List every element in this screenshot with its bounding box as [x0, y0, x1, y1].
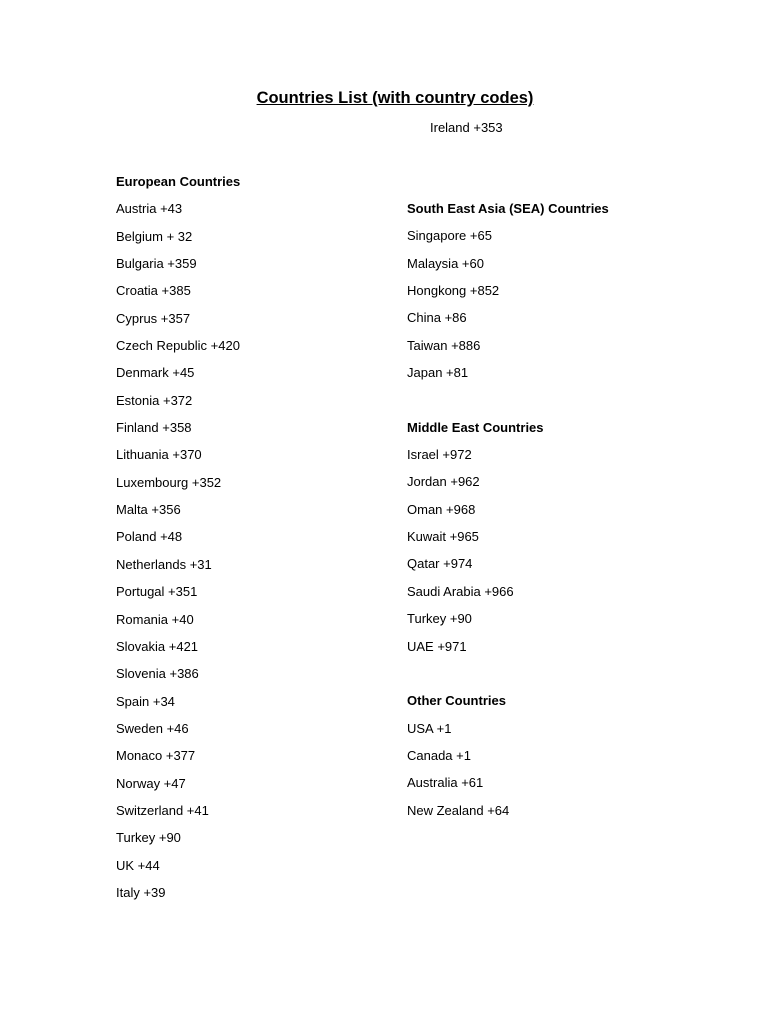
- country-code-item: New Zealand +64: [407, 802, 510, 818]
- country-code-item: Malta +356: [116, 502, 181, 518]
- country-code-item: Estonia +372: [116, 392, 193, 408]
- country-code-item: Lithuania +370: [116, 447, 202, 463]
- country-code-item: Portugal +351: [116, 584, 198, 600]
- blank-line: [407, 665, 609, 692]
- country-code-item: Oman +968: [407, 501, 476, 517]
- country-code-item: USA +1: [407, 720, 452, 736]
- country-code-item: Bulgaria +359: [116, 256, 197, 272]
- country-code-item: Romania +40: [116, 611, 194, 627]
- country-code-item: Turkey +90: [407, 611, 472, 627]
- country-code-item: Turkey +90: [116, 830, 181, 846]
- country-code-item: Belgium + 32: [116, 228, 193, 244]
- country-code-item: Israel +972: [407, 447, 472, 463]
- country-code-item: Hongkong +852: [407, 283, 500, 299]
- country-code-item: Slovenia +386: [116, 666, 199, 682]
- section-heading: Middle East Countries: [407, 419, 544, 435]
- country-code-item: Cyprus +357: [116, 310, 191, 326]
- country-code-item: Norway +47: [116, 775, 186, 791]
- country-code-item: Croatia +385: [116, 283, 191, 299]
- country-code-item: Canada +1: [407, 747, 471, 763]
- country-code-item: Poland +48: [116, 529, 183, 545]
- country-code-item: Italy +39: [116, 884, 166, 900]
- country-code-item: Switzerland +41: [116, 802, 209, 818]
- blank-line: [407, 391, 609, 418]
- section-heading: Other Countries: [407, 693, 506, 709]
- country-code-item: Kuwait +965: [407, 529, 479, 545]
- country-code-item: UK +44: [116, 857, 160, 873]
- european-countries-list: [116, 173, 240, 911]
- country-code-item: Japan +81: [407, 365, 469, 381]
- country-code-item: Austria +43: [116, 201, 183, 217]
- country-code-item: Slovakia +421: [116, 638, 199, 654]
- country-code-item: Malaysia +60: [407, 255, 484, 271]
- country-code-item: Taiwan +886: [407, 337, 481, 353]
- country-code-item: Netherlands +31: [116, 556, 212, 572]
- country-code-item: Denmark +45: [116, 365, 195, 381]
- section-heading: European Countries: [116, 174, 241, 189]
- country-code-item: UAE +971: [407, 638, 467, 654]
- section-heading: South East Asia (SEA) Countries: [407, 201, 609, 216]
- country-code-item: Luxembourg +352: [116, 474, 222, 490]
- subtitle-ireland: Ireland +353: [430, 120, 503, 135]
- country-code-item: Singapore +65: [407, 228, 492, 244]
- country-code-item: Spain +34: [116, 693, 175, 709]
- country-code-item: Monaco +377: [116, 748, 196, 764]
- country-code-item: Saudi Arabia +966: [407, 583, 514, 599]
- country-code-item: Jordan +962: [407, 474, 480, 490]
- country-code-item: Czech Republic +420: [116, 338, 240, 354]
- page-title: Countries List (with country codes): [256, 89, 534, 107]
- country-code-item: China +86: [407, 310, 467, 326]
- country-code-item: Finland +358: [116, 420, 192, 436]
- country-code-item: Qatar +974: [407, 556, 473, 572]
- country-code-item: Sweden +46: [116, 720, 189, 736]
- other-regions-list: [407, 200, 609, 829]
- country-code-item: Australia +61: [407, 775, 484, 791]
